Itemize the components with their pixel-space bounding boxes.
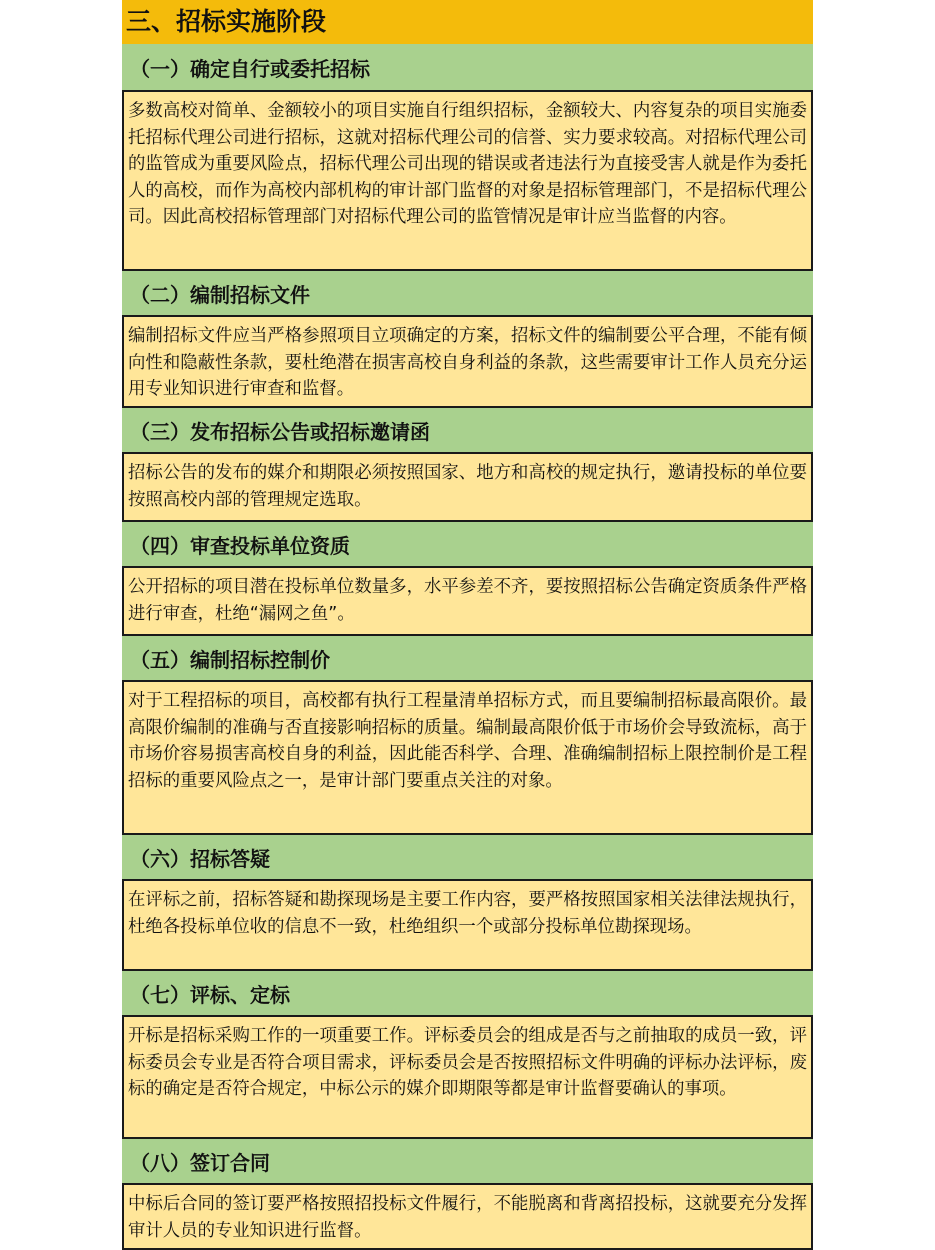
section-body: 公开招标的项目潜在投标单位数量多，水平参差不齐，要按照招标公告确定资质条件严格进行审查，杜绝“漏网之鱼”。 bbox=[122, 566, 813, 636]
section-heading: （五）编制招标控制价 bbox=[122, 636, 813, 680]
section-body: 对于工程招标的项目，高校都有执行工程量清单招标方式，而且要编制招标最高限价。最高限价编制的准确与否直接影响招标的质量。编制最高限价低于市场价会导致流标，高于市场价容易损害高校自身的利益，因此能否科学、合理、准确编制招标上限控制价是工程招标的重要风险点之一，是审计部门要重点关注的对象。 bbox=[122, 680, 813, 835]
section-heading: （六）招标答疑 bbox=[122, 835, 813, 879]
section-body: 开标是招标采购工作的一项重要工作。评标委员会的组成是否与之前抽取的成员一致，评标委员会专业是否符合项目需求，评标委员会是否按照招标文件明确的评标办法评标，废标的确定是否符合规定，中标公示的媒介即期限等都是审计监督要确认的事项。 bbox=[122, 1015, 813, 1139]
procurement-stage-sheet bbox=[122, 0, 813, 1250]
section-body: 招标公告的发布的媒介和期限必须按照国家、地方和高校的规定执行，邀请投标的单位要按照高校内部的管理规定选取。 bbox=[122, 452, 813, 522]
page-title: 三、招标实施阶段 bbox=[122, 0, 813, 44]
section-heading: （二）编制招标文件 bbox=[122, 271, 813, 315]
section-body: 编制招标文件应当严格参照项目立项确定的方案，招标文件的编制要公平合理，不能有倾向性和隐蔽性条款，要杜绝潜在损害高校自身利益的条款，这些需要审计工作人员充分运用专业知识进行审查和监督。 bbox=[122, 315, 813, 408]
section-heading: （四）审查投标单位资质 bbox=[122, 522, 813, 566]
section-heading: （八）签订合同 bbox=[122, 1139, 813, 1183]
section-body: 中标后合同的签订要严格按照招投标文件履行，不能脱离和背离招投标，这就要充分发挥审计人员的专业知识进行监督。 bbox=[122, 1183, 813, 1250]
section-heading: （一）确定自行或委托招标 bbox=[122, 44, 813, 90]
section-heading: （七）评标、定标 bbox=[122, 971, 813, 1015]
section-body: 多数高校对简单、金额较小的项目实施自行组织招标，金额较大、内容复杂的项目实施委托招标代理公司进行招标，这就对招标代理公司的信誉、实力要求较高。对招标代理公司的监管成为重要风险点，招标代理公司出现的错误或者违法行为直接受害人就是作为委托人的高校，而作为高校内部机构的审计部门监督的对象是招标管理部门，不是招标代理公司。因此高校招标管理部门对招标代理公司的监管情况是审计应当监督的内容。 bbox=[122, 90, 813, 271]
section-heading: （三）发布招标公告或招标邀请函 bbox=[122, 408, 813, 452]
section-body: 在评标之前，招标答疑和勘探现场是主要工作内容，要严格按照国家相关法律法规执行，杜绝各投标单位收的信息不一致，杜绝组织一个或部分投标单位勘探现场。 bbox=[122, 879, 813, 971]
